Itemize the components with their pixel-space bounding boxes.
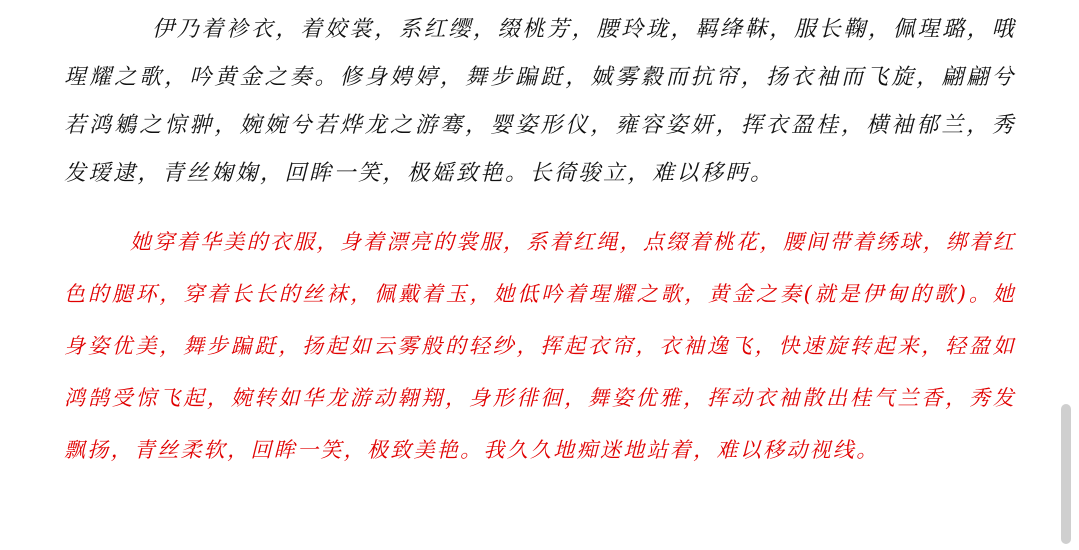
vertical-scrollbar[interactable] — [1057, 0, 1079, 550]
scrollbar-thumb[interactable] — [1061, 404, 1071, 544]
document-body — [64, 6, 1016, 476]
translation-paragraph: 她穿着华美的衣服，身着漂亮的裳服，系着红绳，点缀着桃花，腰间带着绣球，绑着红色的腿环，穿着长长的丝袜，佩戴着玉，她低吟着瑆耀之歌，黄金之奏(就是伊甸的歌)。她身姿优美，舞步蹁跹，扬起如云雾般的轻纱，挥起衣帘，衣袖逸飞，快速旋转起来，轻盈如鸿鹄受惊飞起，婉转如华龙游动翱翔，身形徘徊，舞姿优雅，挥动衣袖散出桂气兰香，秀发飘扬，青丝柔软，回眸一笑，极致美艳。我久久地痴迷地站着，难以移动视线。 — [64, 230, 1016, 462]
original-paragraph: 伊乃着袗衣，着姣裳，系红缨，缀桃芳，腰玲珑，羁绛靺，服长鞠，佩瑆璐，哦瑆耀之歌，吟黄金之奏。修身娉婷，舞步蹁跹，娍雾縠而抗帘，扬衣袖而飞旋，翩翩兮若鸿鵴之惊翀，婉婉兮若烨龙之游骞，婴姿形仪，雍容姿妍，挥衣盈桂，横袖郁兰，秀发瑷逮，青丝婅婅，回眸一笑，极媱致艳。长徛骏立，难以移眄。 — [64, 17, 1016, 186]
